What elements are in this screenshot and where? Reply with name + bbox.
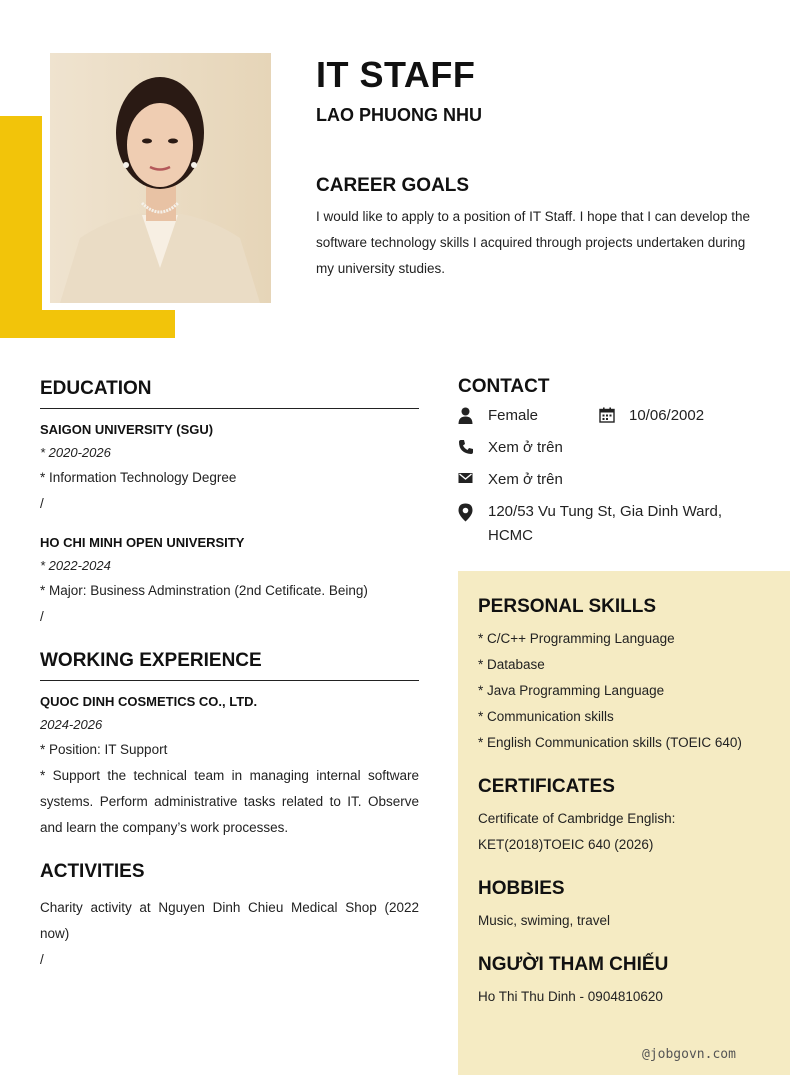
education-heading: EDUCATION	[40, 378, 152, 399]
references-text: Ho Thi Thu Dinh - 0904810620	[478, 989, 663, 1004]
experience-period: 2024-2026	[40, 717, 103, 732]
experience-position: * Position: IT Support	[40, 742, 168, 757]
experience-description: * Support the technical team in managing internal software systems. Perform administrative tasks related to IT. Observe and learn the company’s work processes.	[40, 768, 419, 835]
person-name: LAO PHUONG NHU	[316, 105, 482, 125]
education-divider	[40, 408, 419, 409]
watermark: @jobgovn.com	[642, 1047, 736, 1062]
activities-text: Charity activity at Nguyen Dinh Chieu Medical Shop (2022 now)	[40, 900, 419, 941]
education-separator-2: /	[40, 609, 44, 624]
mail-icon	[458, 468, 488, 488]
education-detail-2: * Major: Business Adminstration (2nd Cetificate. Being)	[40, 583, 368, 598]
contact-heading: CONTACT	[458, 376, 550, 397]
activities-heading: ACTIVITIES	[40, 861, 145, 882]
location-pin-icon	[458, 500, 488, 526]
skill-item: * English Communication skills (TOEIC 640)	[478, 735, 742, 750]
career-goals-text: I would like to apply to a position of IT Staff. I hope that I can develop the software technology skills I acquired through projects undertaken during my university studies.	[316, 209, 751, 276]
career-goals-heading: CAREER GOALS	[316, 175, 470, 196]
education-detail-1: * Information Technology Degree	[40, 470, 237, 485]
references-heading: NGƯỜI THAM CHIẾU	[478, 954, 669, 975]
contact-gender: Female	[488, 407, 539, 424]
contact-address-row	[458, 500, 750, 548]
skills-heading: PERSONAL SKILLS	[478, 596, 657, 617]
calendar-icon	[599, 404, 629, 427]
education-school-2: HO CHI MINH OPEN UNIVERSITY	[40, 535, 245, 550]
experience-heading: WORKING EXPERIENCE	[40, 650, 262, 671]
education-period-2: * 2022-2024	[40, 558, 111, 573]
skill-item: * Java Programming Language	[478, 683, 665, 698]
skill-item: * C/C++ Programming Language	[478, 631, 675, 646]
education-period-1: * 2020-2026	[40, 445, 111, 460]
contact-gender-row	[458, 404, 598, 428]
activities-separator: /	[40, 952, 44, 967]
decorative-yellow-bar-bottom	[0, 310, 175, 338]
contact-phone-row	[458, 436, 563, 460]
experience-company: QUOC DINH COSMETICS CO., LTD.	[40, 694, 258, 709]
experience-divider	[40, 680, 419, 681]
contact-email-row	[458, 468, 563, 492]
decorative-yellow-bar	[0, 116, 42, 338]
skill-item: * Database	[478, 657, 545, 672]
contact-address: 120/53 Vu Tung St, Gia Dinh Ward, HCMC	[488, 503, 723, 544]
contact-phone: Xem ở trên	[488, 439, 563, 456]
phone-icon	[458, 436, 488, 459]
profile-photo	[50, 53, 271, 303]
contact-birthday: 10/06/2002	[629, 407, 705, 424]
education-school-1: SAIGON UNIVERSITY (SGU)	[40, 422, 214, 437]
hobbies-text: Music, swiming, travel	[478, 913, 611, 928]
job-title: IT STAFF	[316, 54, 476, 95]
certificates-heading: CERTIFICATES	[478, 776, 615, 797]
education-separator-1: /	[40, 496, 44, 511]
certificate-line-1: Certificate of Cambridge English:	[478, 811, 676, 826]
person-icon	[458, 404, 488, 428]
hobbies-heading: HOBBIES	[478, 878, 565, 899]
contact-email: Xem ở trên	[488, 471, 563, 488]
skill-item: * Communication skills	[478, 709, 614, 724]
contact-birthday-row	[599, 404, 704, 428]
certificate-line-2: KET(2018)TOEIC 640 (2026)	[478, 837, 654, 852]
